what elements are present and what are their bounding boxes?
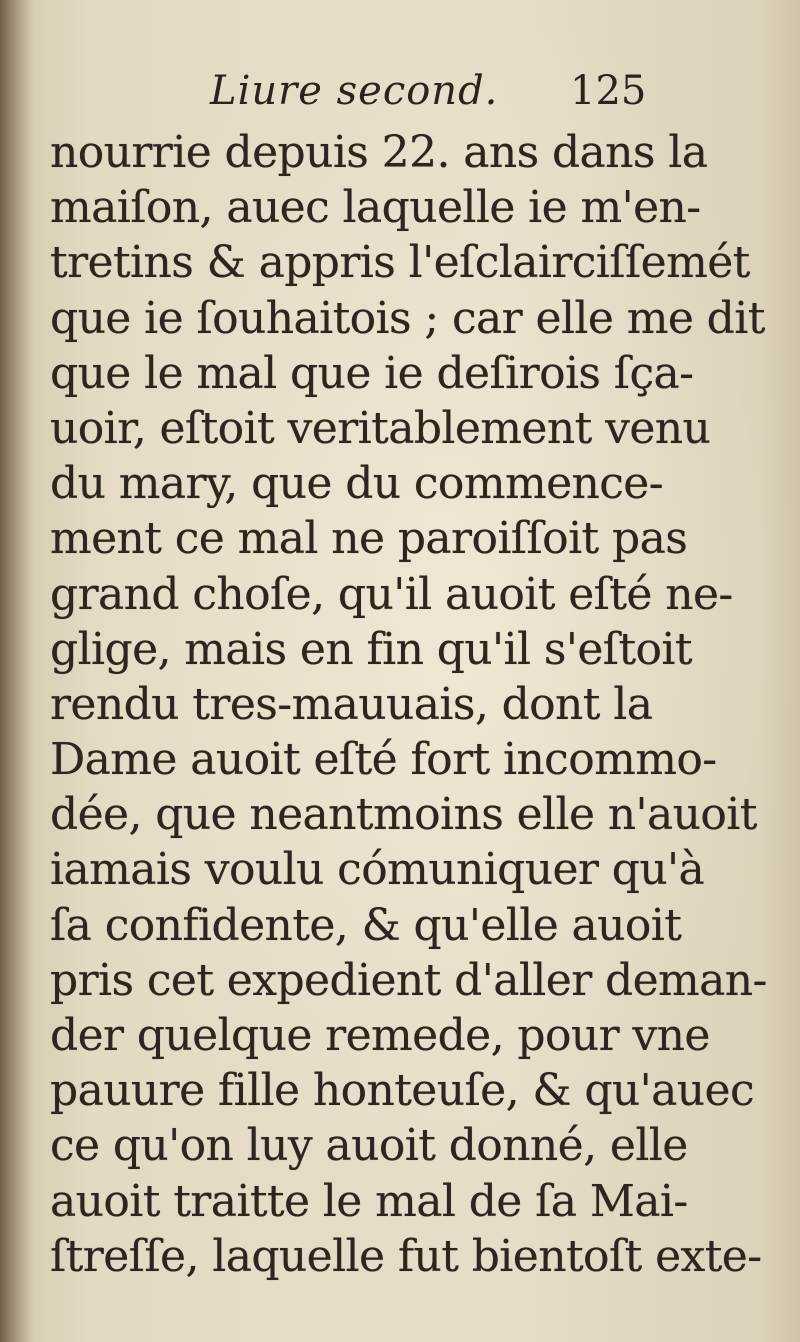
text-line: grand choſe, qu'il auoit eſté ne-	[50, 568, 733, 620]
text-line: ment ce mal ne paroiſſoit pas	[50, 513, 688, 565]
text-line: iamais voulu cómuniquer qu'à	[50, 844, 705, 896]
text-line: nourrie depuis 22. ans dans la	[50, 127, 708, 178]
text-line: ſa confidente, & qu'elle auoit	[50, 899, 682, 951]
text-line: Dame auoit eſté fort incommo-	[50, 734, 717, 786]
text-line: uoir, eſtoit veritablement venu	[50, 402, 711, 454]
text-line: du mary, que du commence-	[50, 458, 663, 510]
text-line: der quelque remede, pour vne	[50, 1010, 710, 1061]
running-title: Liure second.	[210, 68, 499, 114]
text-line: pauure fille honteuſe, & qu'auec	[50, 1065, 754, 1117]
text-line: que ie ſouhaitois ; car elle me dit	[50, 292, 765, 344]
text-line: rendu tres-mauuais, dont la	[50, 678, 653, 730]
text-line: pris cet expedient d'aller deman-	[50, 954, 767, 1006]
text-line: auoit traitte le mal de ſa Mai-	[50, 1175, 688, 1227]
text-line: que le mal que ie deſirois ſça-	[50, 347, 694, 399]
text-line: dée, que neantmoins elle n'auoit	[50, 789, 757, 841]
text-line: ſtreſſe, laquelle fut bientoſt exte-	[50, 1230, 762, 1282]
text-line: ce qu'on luy auoit donné, elle	[50, 1120, 688, 1172]
page-header	[60, 62, 660, 122]
page-number: 125	[570, 68, 647, 114]
text-line: tretins & appris l'eſclairciſſemét	[50, 237, 750, 289]
text-line: maiſon, auec laquelle ie m'en-	[50, 182, 701, 234]
body-text	[50, 125, 767, 1284]
text-line: glige, mais en fin qu'il s'eſtoit	[50, 623, 692, 675]
binding-shadow	[0, 0, 34, 1342]
